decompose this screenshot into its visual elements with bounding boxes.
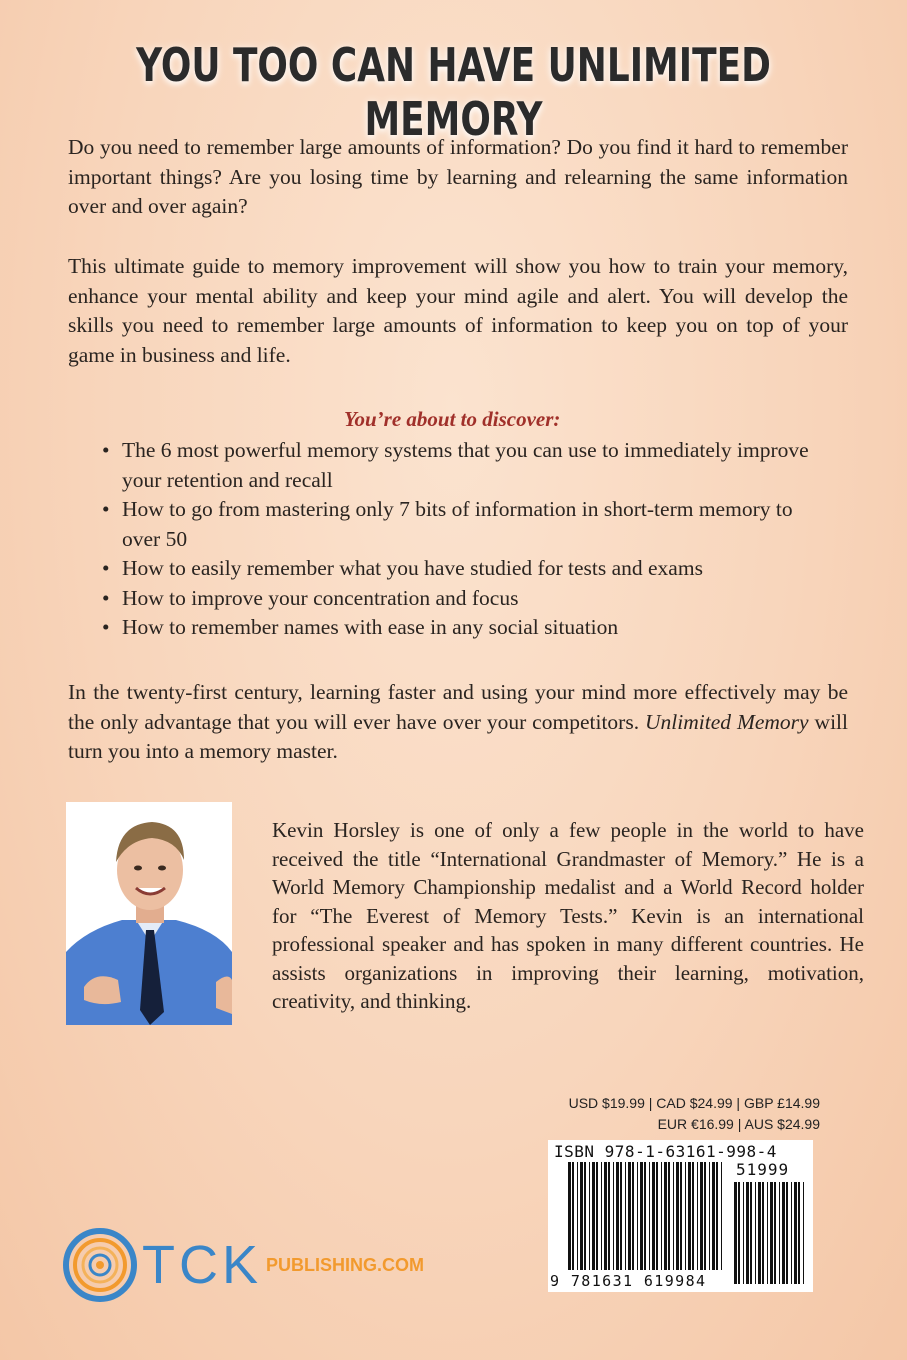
closing-text-start: In the twenty-first century, learning faster and using your mind more effectively may be the only advantage that you will ever have over your competitors. <box>68 680 848 734</box>
closing-paragraph <box>68 678 848 767</box>
bullet-icon: • <box>102 585 110 610</box>
barcode-bars-icon <box>548 1140 813 1292</box>
barcode-addon-text: 51999 <box>736 1160 790 1179</box>
author-photo <box>66 802 232 1025</box>
book-title: Unlimited Memory <box>645 709 809 734</box>
price-line-2: EUR €16.99 | AUS $24.99 <box>657 1116 820 1132</box>
price-line-1: USD $19.99 | CAD $24.99 | GBP £14.99 <box>568 1095 820 1111</box>
barcode <box>548 1140 813 1292</box>
bullet-icon: • <box>102 556 110 580</box>
price-list <box>500 1093 820 1135</box>
list-item <box>100 584 820 614</box>
publisher-logo <box>62 1227 442 1303</box>
barcode-digits: 9 781631 619984 <box>550 1272 707 1290</box>
list-item-text: How to improve your concentration and focus <box>122 585 519 610</box>
discover-heading: You’re about to discover: <box>344 407 561 431</box>
publisher-swirl-icon <box>62 1227 442 1303</box>
list-item-text: The 6 most powerful memory systems that you can use to immediately improve your retention and recall <box>122 438 809 492</box>
list-item <box>100 613 820 643</box>
list-item <box>100 495 820 554</box>
author-portrait-icon <box>66 802 232 1025</box>
list-item-text: How to easily remember what you have studied for tests and exams <box>122 556 703 580</box>
publisher-name: TCK <box>142 1235 262 1295</box>
intro-paragraph: Do you need to remember large amounts of information? Do you find it hard to remember important things? Are you losing time by learning and relearning the same information over and over again? <box>68 135 848 218</box>
list-item <box>100 554 820 584</box>
closing-text-end: will turn you into a memory master. <box>68 709 848 763</box>
publisher-suffix: PUBLISHING.COM <box>266 1255 425 1275</box>
bullet-icon: • <box>102 615 110 639</box>
author-bio: Kevin Horsley is one of only a few people in the world to have received the title “International Grandmaster of Memory.” He is a World Memory Championship medalist and a World Record holder for “The Everest of Memory Tests.” Kevin is an international professional speaker and has spoken in many different countries. He assists organizations in improving their learning, motivation, creativity, and thinking. <box>272 818 864 1013</box>
list-item-text: How to remember names with ease in any social situation <box>122 615 619 639</box>
bullet-icon: • <box>102 497 110 521</box>
isbn-text: ISBN 978-1-63161-998-4 <box>554 1142 777 1161</box>
guide-paragraph: This ultimate guide to memory improvement will show you how to train your memory, enhance your mental ability and keep your mind agile and alert. You will develop the skills you need to remember large amounts of information to keep you on top of your game in business and life. <box>68 254 848 367</box>
cover-title: YOU TOO CAN HAVE UNLIMITED MEMORY <box>136 38 771 146</box>
discover-list <box>100 436 820 643</box>
list-item <box>100 436 820 495</box>
bullet-icon: • <box>102 438 110 462</box>
list-item-text: How to go from mastering only 7 bits of information in short-term memory to over 50 <box>122 497 793 551</box>
